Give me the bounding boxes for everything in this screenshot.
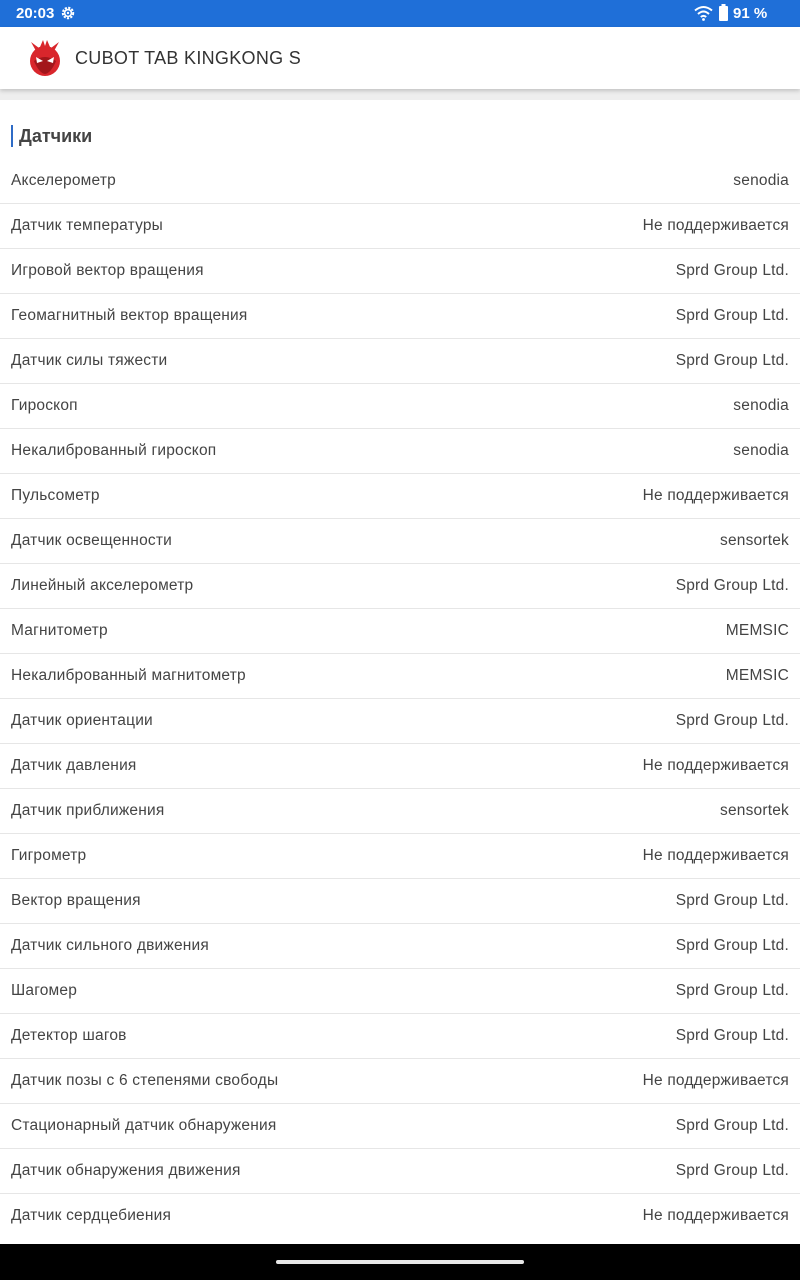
app-bar: [0, 27, 800, 89]
sensor-name: Датчик сердцебиения: [11, 1207, 172, 1224]
battery-icon: [719, 4, 728, 21]
sensor-vendor: Sprd Group Ltd.: [675, 937, 789, 954]
sensor-row[interactable]: [0, 1014, 800, 1059]
sensor-row[interactable]: [0, 924, 800, 969]
divider-gap: [0, 89, 800, 100]
home-gesture-handle[interactable]: [276, 1260, 524, 1264]
sensor-name: Вектор вращения: [11, 892, 141, 909]
sensor-name: Пульсометр: [11, 487, 100, 504]
sensor-row[interactable]: [0, 699, 800, 744]
sensor-vendor: Не поддерживается: [642, 847, 789, 864]
sensor-row[interactable]: [0, 564, 800, 609]
sensor-row[interactable]: [0, 789, 800, 834]
sensor-row[interactable]: [0, 339, 800, 384]
sensor-name: Линейный акселерометр: [11, 577, 194, 594]
gear-icon: [60, 5, 76, 21]
sensor-name: Акселерометр: [11, 172, 116, 189]
sensor-name: Датчик сильного движения: [11, 937, 209, 954]
sensor-row[interactable]: [0, 834, 800, 879]
sensor-name: Датчик давления: [11, 757, 137, 774]
sensor-name: Датчик приближения: [11, 802, 165, 819]
wifi-icon: [694, 5, 713, 21]
sensor-vendor: senodia: [733, 442, 789, 459]
sensor-row[interactable]: [0, 879, 800, 924]
sensor-vendor: Не поддерживается: [642, 1072, 789, 1089]
sensor-name: Датчик обнаружения движения: [11, 1162, 241, 1179]
sensor-row[interactable]: [0, 654, 800, 699]
sensor-row[interactable]: [0, 1194, 800, 1238]
sensor-row[interactable]: [0, 969, 800, 1014]
sensor-row[interactable]: [0, 159, 800, 204]
sensor-name: Гироскоп: [11, 397, 78, 414]
sensor-vendor: Не поддерживается: [642, 757, 789, 774]
sensor-vendor: Sprd Group Ltd.: [675, 892, 789, 909]
sensor-row[interactable]: [0, 384, 800, 429]
sensor-vendor: Sprd Group Ltd.: [675, 1117, 789, 1134]
sensor-name: Некалиброванный гироскоп: [11, 442, 217, 459]
sensor-row[interactable]: [0, 1149, 800, 1194]
sensor-vendor: sensortek: [720, 532, 789, 549]
sensor-name: Шагомер: [11, 982, 78, 999]
status-bar: [0, 0, 800, 27]
sensor-vendor: Sprd Group Ltd.: [675, 982, 789, 999]
sensor-row[interactable]: [0, 429, 800, 474]
sensor-row[interactable]: [0, 609, 800, 654]
sensor-row[interactable]: [0, 294, 800, 339]
sensor-vendor: Sprd Group Ltd.: [675, 352, 789, 369]
sensor-row[interactable]: [0, 519, 800, 564]
sensor-vendor: Sprd Group Ltd.: [675, 577, 789, 594]
sensor-list[interactable]: [0, 159, 800, 1238]
sensor-name: Игровой вектор вращения: [11, 262, 204, 279]
sensor-row[interactable]: [0, 744, 800, 789]
sensor-row[interactable]: [0, 474, 800, 519]
content-area[interactable]: [0, 100, 800, 1244]
sensor-name: Датчик позы с 6 степенями свободы: [11, 1072, 279, 1089]
sensor-row[interactable]: [0, 249, 800, 294]
sensor-vendor: senodia: [733, 397, 789, 414]
sensor-name: Датчик температуры: [11, 217, 164, 234]
sensor-name: Магнитометр: [11, 622, 108, 639]
antutu-logo-icon[interactable]: [26, 39, 64, 77]
sensor-vendor: Sprd Group Ltd.: [675, 1027, 789, 1044]
section-title: Датчики: [11, 125, 92, 147]
sensor-row[interactable]: [0, 1059, 800, 1104]
sensor-vendor: Не поддерживается: [642, 1207, 789, 1224]
sensor-name: Стационарный датчик обнаружения: [11, 1117, 277, 1134]
navigation-bar: [0, 1244, 800, 1280]
sensor-name: Геомагнитный вектор вращения: [11, 307, 248, 324]
sensor-name: Детектор шагов: [11, 1027, 127, 1044]
status-time: 20:03: [16, 5, 55, 22]
sensor-vendor: MEMSIC: [725, 667, 789, 684]
sensor-vendor: Не поддерживается: [642, 217, 789, 234]
sensor-name: Некалиброванный магнитометр: [11, 667, 246, 684]
sensor-name: Датчик освещенности: [11, 532, 172, 549]
sensor-vendor: MEMSIC: [725, 622, 789, 639]
sensor-name: Датчик ориентации: [11, 712, 153, 729]
sensor-row[interactable]: [0, 1104, 800, 1149]
sensor-vendor: sensortek: [720, 802, 789, 819]
sensor-name: Датчик силы тяжести: [11, 352, 168, 369]
sensor-vendor: Sprd Group Ltd.: [675, 307, 789, 324]
app-title: CUBOT TAB KINGKONG S: [75, 48, 302, 68]
sensor-vendor: senodia: [733, 172, 789, 189]
sensor-name: Гигрометр: [11, 847, 87, 864]
sensor-vendor: Sprd Group Ltd.: [675, 262, 789, 279]
battery-percentage: 91 %: [733, 5, 768, 22]
sensor-vendor: Sprd Group Ltd.: [675, 712, 789, 729]
sensor-row[interactable]: [0, 204, 800, 249]
sensor-vendor: Sprd Group Ltd.: [675, 1162, 789, 1179]
sensor-vendor: Не поддерживается: [642, 487, 789, 504]
